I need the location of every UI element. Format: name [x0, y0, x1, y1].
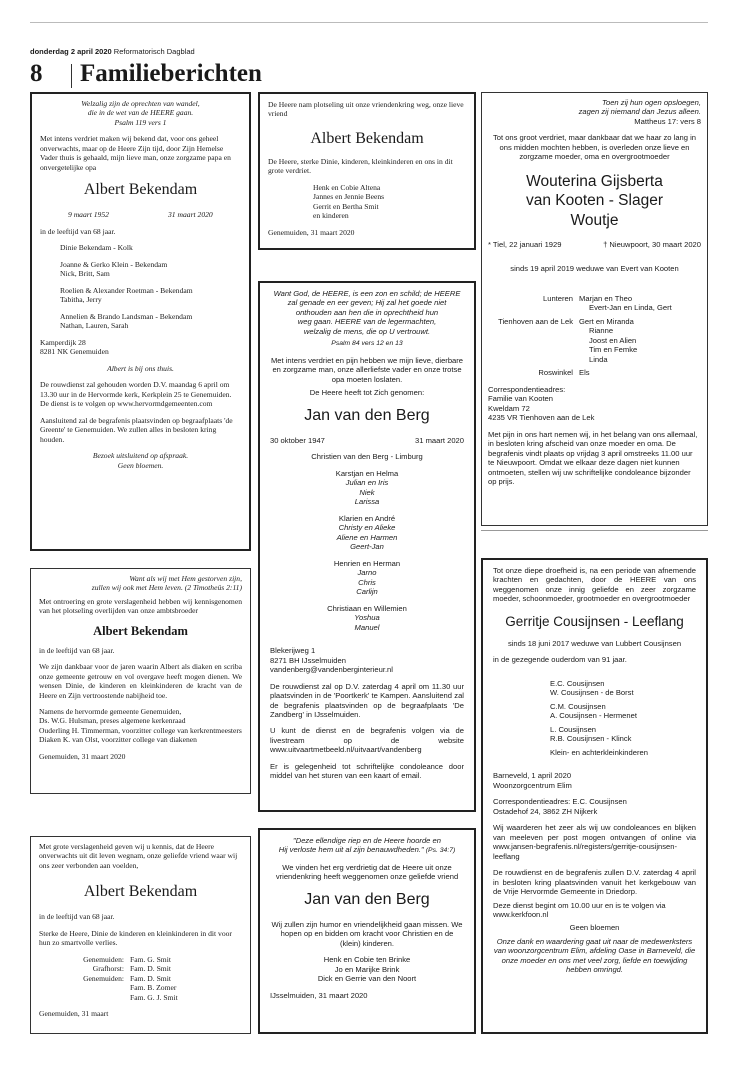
family-list: Lunteren Marjan en Theo Evert-Jan en Linda, Gert Tienhoven aan de Lek Gert en Miranda Rianne Joost en Alien Tim en Femke Linda Roswinkel Els	[498, 294, 672, 378]
obituary-ad-albert-family	[30, 92, 251, 551]
widow-note: sinds 18 juni 2017 weduwe van Lubbert Cousijnsen	[507, 638, 682, 648]
intro-text: Tot ons groot verdriet, maar dankbaar dat we haar zo lang in ons midden mochten hebben, is overleden onze lieve en zorgzame moeder, oma en overgrootmoeder	[492, 133, 697, 162]
correspondence-address: Ostadehof 24, 3862 ZH Nijkerk	[493, 806, 598, 816]
life-dates: * Tiel, 22 januari 1929 † Nieuwpoort, 30 maart 2020	[488, 240, 701, 250]
wishes: De Heere, sterke Dinie, kinderen, kleinkinderen en ons in dit grote verdriet.	[268, 156, 453, 176]
intro-text: Met grote verslagenheid geven wij u kennis, dat de Heere onverwachts uit dit leven wegnam, onze geliefde vriend waar wij ons zeer verbonden aan voelden,	[39, 842, 238, 870]
intro-text: Met ontroering en grote verslagenheid hebben wij kennisgenomen van het plotseling overlijden van onze ambtsbroeder	[39, 596, 242, 616]
place-date: Woonzorgcentrum Elim	[493, 780, 572, 790]
signers: Namens de hervormde gemeente Genemuiden, Ds. W.G. Hulsman, preses algemene kerkenraad Ouderling H. Timmerman, voorzitter college van kerkrentmeesters Diaken K. van Olst, voorzitter college van diakenen	[39, 706, 242, 745]
signers: Henk en Cobie Altena Jannes en Jennie Beens Gerrit en Bertha Smit en kinderen	[313, 182, 385, 221]
family-group: Christiaan en Willemien Yoshua Manuel	[327, 603, 407, 632]
flowers-note: Geen bloemen	[569, 923, 620, 933]
verse-line: Want als wij met Hem gestorven zijn,	[129, 574, 242, 583]
signers: Henk en Cobie ten Brinke Jo en Marijke Brink Dick en Gerrie van den Noort	[317, 955, 417, 984]
funeral-info: Aansluitend zal de begrafenis plaatsvinden op begraafplaats 'de Greente' te Genemuiden. We zullen alles in besloten kring houden.	[40, 415, 233, 444]
obituary-ad-wouterina	[481, 92, 708, 526]
taken-line: De Heere heeft tot Zich genomen:	[309, 388, 425, 398]
deceased-name: Albert Bekendam	[83, 181, 198, 199]
deceased-name: Albert Bekendam	[93, 623, 188, 638]
address: Blekerijweg 1 8271 BH IJsselmuiden vandenberg@vandenberginterieur.nl	[270, 646, 393, 675]
livestream-info: Deze dienst begint om 10.00 uur en is te volgen via www.kerkfoon.nl	[493, 900, 666, 919]
deceased-name: Gerritje Cousijnsen - Leeflang	[505, 613, 684, 629]
body-text: Wij zullen zijn humor en vriendelijkheid gaan missen. We hopen op en bidden om kracht voor Christien en de (klein) kinderen.	[271, 919, 463, 948]
service-info: De rouwdienst zal op D.V. zaterdag 4 april om 11.30 uur plaatsvinden in de 'Poortkerk' te Kampen. Aansluitend zal de begrafenis plaatsvinden op de begraafplaats 'De Zandberg' in IJsselmuiden.	[270, 681, 464, 719]
widow-note: sinds 19 april 2019 weduwe van Evert van Kooten	[510, 263, 679, 273]
obituary-ad-jan-family	[258, 281, 476, 812]
verse-line: die in de wet van de HEERE gaan.	[87, 108, 194, 118]
verse-line: Hij verloste hem uit al zijn benauwdheden." (Ps. 34:7)	[278, 845, 456, 855]
verse-ref: Psalm 119 vers 1	[114, 117, 167, 127]
obituary-ad-albert-friends-smit	[30, 836, 251, 1034]
quote: Albert is bij ons thuis.	[107, 363, 174, 373]
age: in de gezegende ouderdom van 91 jaar.	[493, 655, 627, 665]
deceased-name: Jan van den Berg	[304, 890, 430, 908]
verse-ref: Mattheus 17: vers 8	[634, 116, 701, 126]
deceased-name: Jan van den Berg	[304, 406, 430, 424]
closing-text: Met pijn in ons hart nemen wij, in het belang van ons allemaal, in besloten kring afscheid van onze moeder en oma. De begrafenis vindt plaats op vrijdag 3 april omstreeks 11.00 uur te Nieuwpoort. Omdat we elkaar deze dagen niet kunnen ontmoeten, stellen wij uw schriftelijke condoleance bijzonder op prijs.	[488, 429, 698, 487]
place-date: IJsselmuiden, 31 maart 2020	[270, 990, 368, 1000]
deceased-name: Albert Bekendam	[83, 883, 198, 901]
obituary-ad-albert-church	[30, 568, 251, 794]
obituary-ad-albert-friends	[258, 92, 476, 250]
intro-text: We vinden het erg verdrietig dat de Heere uit onze vriendenkring heeft weggenomen onze geliefde vriend	[275, 862, 459, 882]
intro-text: Met intens verdriet en pijn hebben we mijn lieve, dierbare en zorgzame man, onze allerliefste vader en onze trotse opa moeten loslaten.	[270, 355, 464, 384]
verse-ref: Psalm 84 vers 12 en 13	[331, 340, 403, 348]
age: in de leeftijd van 68 jaar.	[40, 226, 116, 236]
service-info: De rouwdienst zal gehouden worden D.V. maandag 6 april om 13.30 uur in de Hervormde kerk, Kerkplein 25 te Genemuiden. De dienst is te volgen op www.hervormdgemeenten.com	[40, 380, 232, 409]
correspondence-address: Correspondentieadres: Familie van Kooten Kweldam 72 4235 VR Tienhoven aan de Lek	[488, 384, 595, 423]
family-list: Genemuiden: Fam. G. Smit Grafhorst: Fam. D. Smit Genemuiden: Fam. D. Smit Fam. B. Zomer Fam. G. J. Smit	[83, 954, 178, 1002]
life-dates: 30 oktober 1947 31 maart 2020	[270, 435, 464, 445]
family-list: E.C. Cousijnsen W. Cousijnsen - de Borst C.M. Cousijnsen A. Cousijnsen - Hermenet L. Cousijnsen R.B. Cousijnsen - Klinck Klein- en achterkleinkinderen	[550, 678, 648, 757]
family-list: Dinie Bekendam - Kolk Joanne & Gerko Klein - Bekendam Nick, Britt, Sam Roelien & Alexander Roetman - Bekendam Tabitha, Jerry Annelien & Brando Landsman - Bekendam Nathan, Lauren, Sarah	[60, 243, 193, 331]
intro-text: De Heere nam plotseling uit onze vriendenkring weg, onze lieve vriend	[268, 100, 464, 119]
page-number: 8	[30, 60, 43, 87]
wishes: Sterke de Heere, Dinie de kinderen en kleinkinderen in dit voor hun zo smartvolle verlies.	[39, 928, 232, 948]
verse: Want God, de HEERE, is een zon en schild; de HEERE zal genade en eer geven; Hij zal het goede niet onthouden aan hen die in oprechtheid hun weg gaan. HEERE van de legermachten, welzalig de mens, die op U vertrouwt.	[273, 289, 461, 336]
service-info: De rouwdienst en de begrafenis zullen D.V. zaterdag 4 april in besloten kring plaatsvinden vanuit het kerkgebouw van de Vrije Hervormde Gemeente in Driedorp.	[493, 868, 696, 897]
livestream-info: U kunt de dienst en de begrafenis volgen via de livestream op de website www.uitvaartmetbeeld.nl/uitvaart/vandenberg	[270, 726, 464, 755]
address: 8281 NK Genemuiden	[40, 347, 109, 357]
age: in de leeftijd van 68 jaar.	[39, 912, 115, 922]
dateline: donderdag 2 april 2020 Reformatorisch Dagblad	[30, 47, 195, 56]
obituary-ad-jan-friends	[258, 828, 476, 1034]
body-text: We zijn dankbaar voor de jaren waarin Albert als diaken en scriba onze gemeente getrouw en vol overgave heeft mogen dienen. We wensen Dinie, de kinderen en kleinkinderen de kracht van de Heere en Zijn vertroostende nabijheid toe.	[39, 662, 242, 700]
correspondence-address: Correspondentieadres: E.C. Cousijnsen	[493, 797, 627, 807]
place-date: Barneveld, 1 april 2020	[493, 771, 572, 781]
closing-note: Geen bloemen.	[117, 460, 164, 470]
family-group: Henrien en Herman Jarno Chris Carlijn	[333, 558, 401, 597]
deceased-name: Albert Bekendam	[310, 129, 424, 147]
deceased-name: Wouterina Gijsberta van Kooten - Slager Woutje	[525, 172, 663, 229]
place-date: Genemuiden, 31 maart 2020	[39, 751, 126, 761]
intro-text: Met intens verdriet maken wij bekend dat, voor ons geheel onverwachts, maar op de Heere Zijn tijd, door Zijn Hemelse Vader thuis is gehaald, mijn lieve man, onze zorgzame papa en onvergetelijke opa	[40, 134, 231, 172]
verse-line: zagen zij niemand dan Jezus alleen.	[578, 107, 701, 117]
widow: Christien van den Berg - Limburg	[311, 452, 423, 462]
place-date: Genemuiden, 31 maart 2020	[268, 227, 355, 237]
intro-text: Tot onze diepe droefheid is, na een periode van afnemende krachten en gedachten, door de HEERE van ons weggenomen onze innig geliefde en zeer zorgzame moeder, schoonmoeder, grootmoeder en overgrootmoeder	[493, 566, 696, 604]
obituary-ad-gerritje	[481, 558, 708, 1034]
address: Kamperdijk 28	[40, 337, 86, 347]
condolence-info: Er is gelegenheid tot schriftelijke condoleance door middel van het sturen van een kaart of email.	[270, 761, 464, 781]
life-dates: 9 maart 1952 31 maart 2020	[68, 210, 213, 220]
verse-line: Welzalig zijn de oprechten van wandel,	[81, 99, 200, 108]
family-group: Klarien en André Christy en Alieke Aliene en Harmen Geert-Jan	[336, 513, 398, 552]
section-title: Familieberichten	[80, 60, 262, 87]
verse-line: "Deze ellendige riep en de Heere hoorde en	[293, 836, 441, 845]
place-date: Genemuiden, 31 maart	[39, 1009, 109, 1019]
closing-text: Onze dank en waardering gaat uit naar de medewerksters van woonzorgcentrum Elim, afdeling Oase in Barneveld, die onze moeder en ons met veel zorg, liefde en toewijding hebben omringd.	[493, 936, 696, 975]
closing-note: Bezoek uitsluitend op afspraak.	[92, 451, 189, 461]
verse-line: Toen zij hun ogen opsloegen,	[602, 98, 701, 107]
age: in de leeftijd van 68 jaar.	[39, 645, 115, 655]
family-group: Karstjan en Helma Julian en Iris Niek Larissa	[335, 468, 399, 507]
thanks-text: Wij waarderen het zeer als wij uw condoleances en blijken van meeleven per post mogen ontvangen of online via www.jansen-begrafenis.nl/registers/gerritje-cousijnsen-leeflang	[493, 823, 696, 861]
verse-line: zullen wij ook met Hem leven. (2 Timotheüs 2:11)	[91, 583, 242, 593]
